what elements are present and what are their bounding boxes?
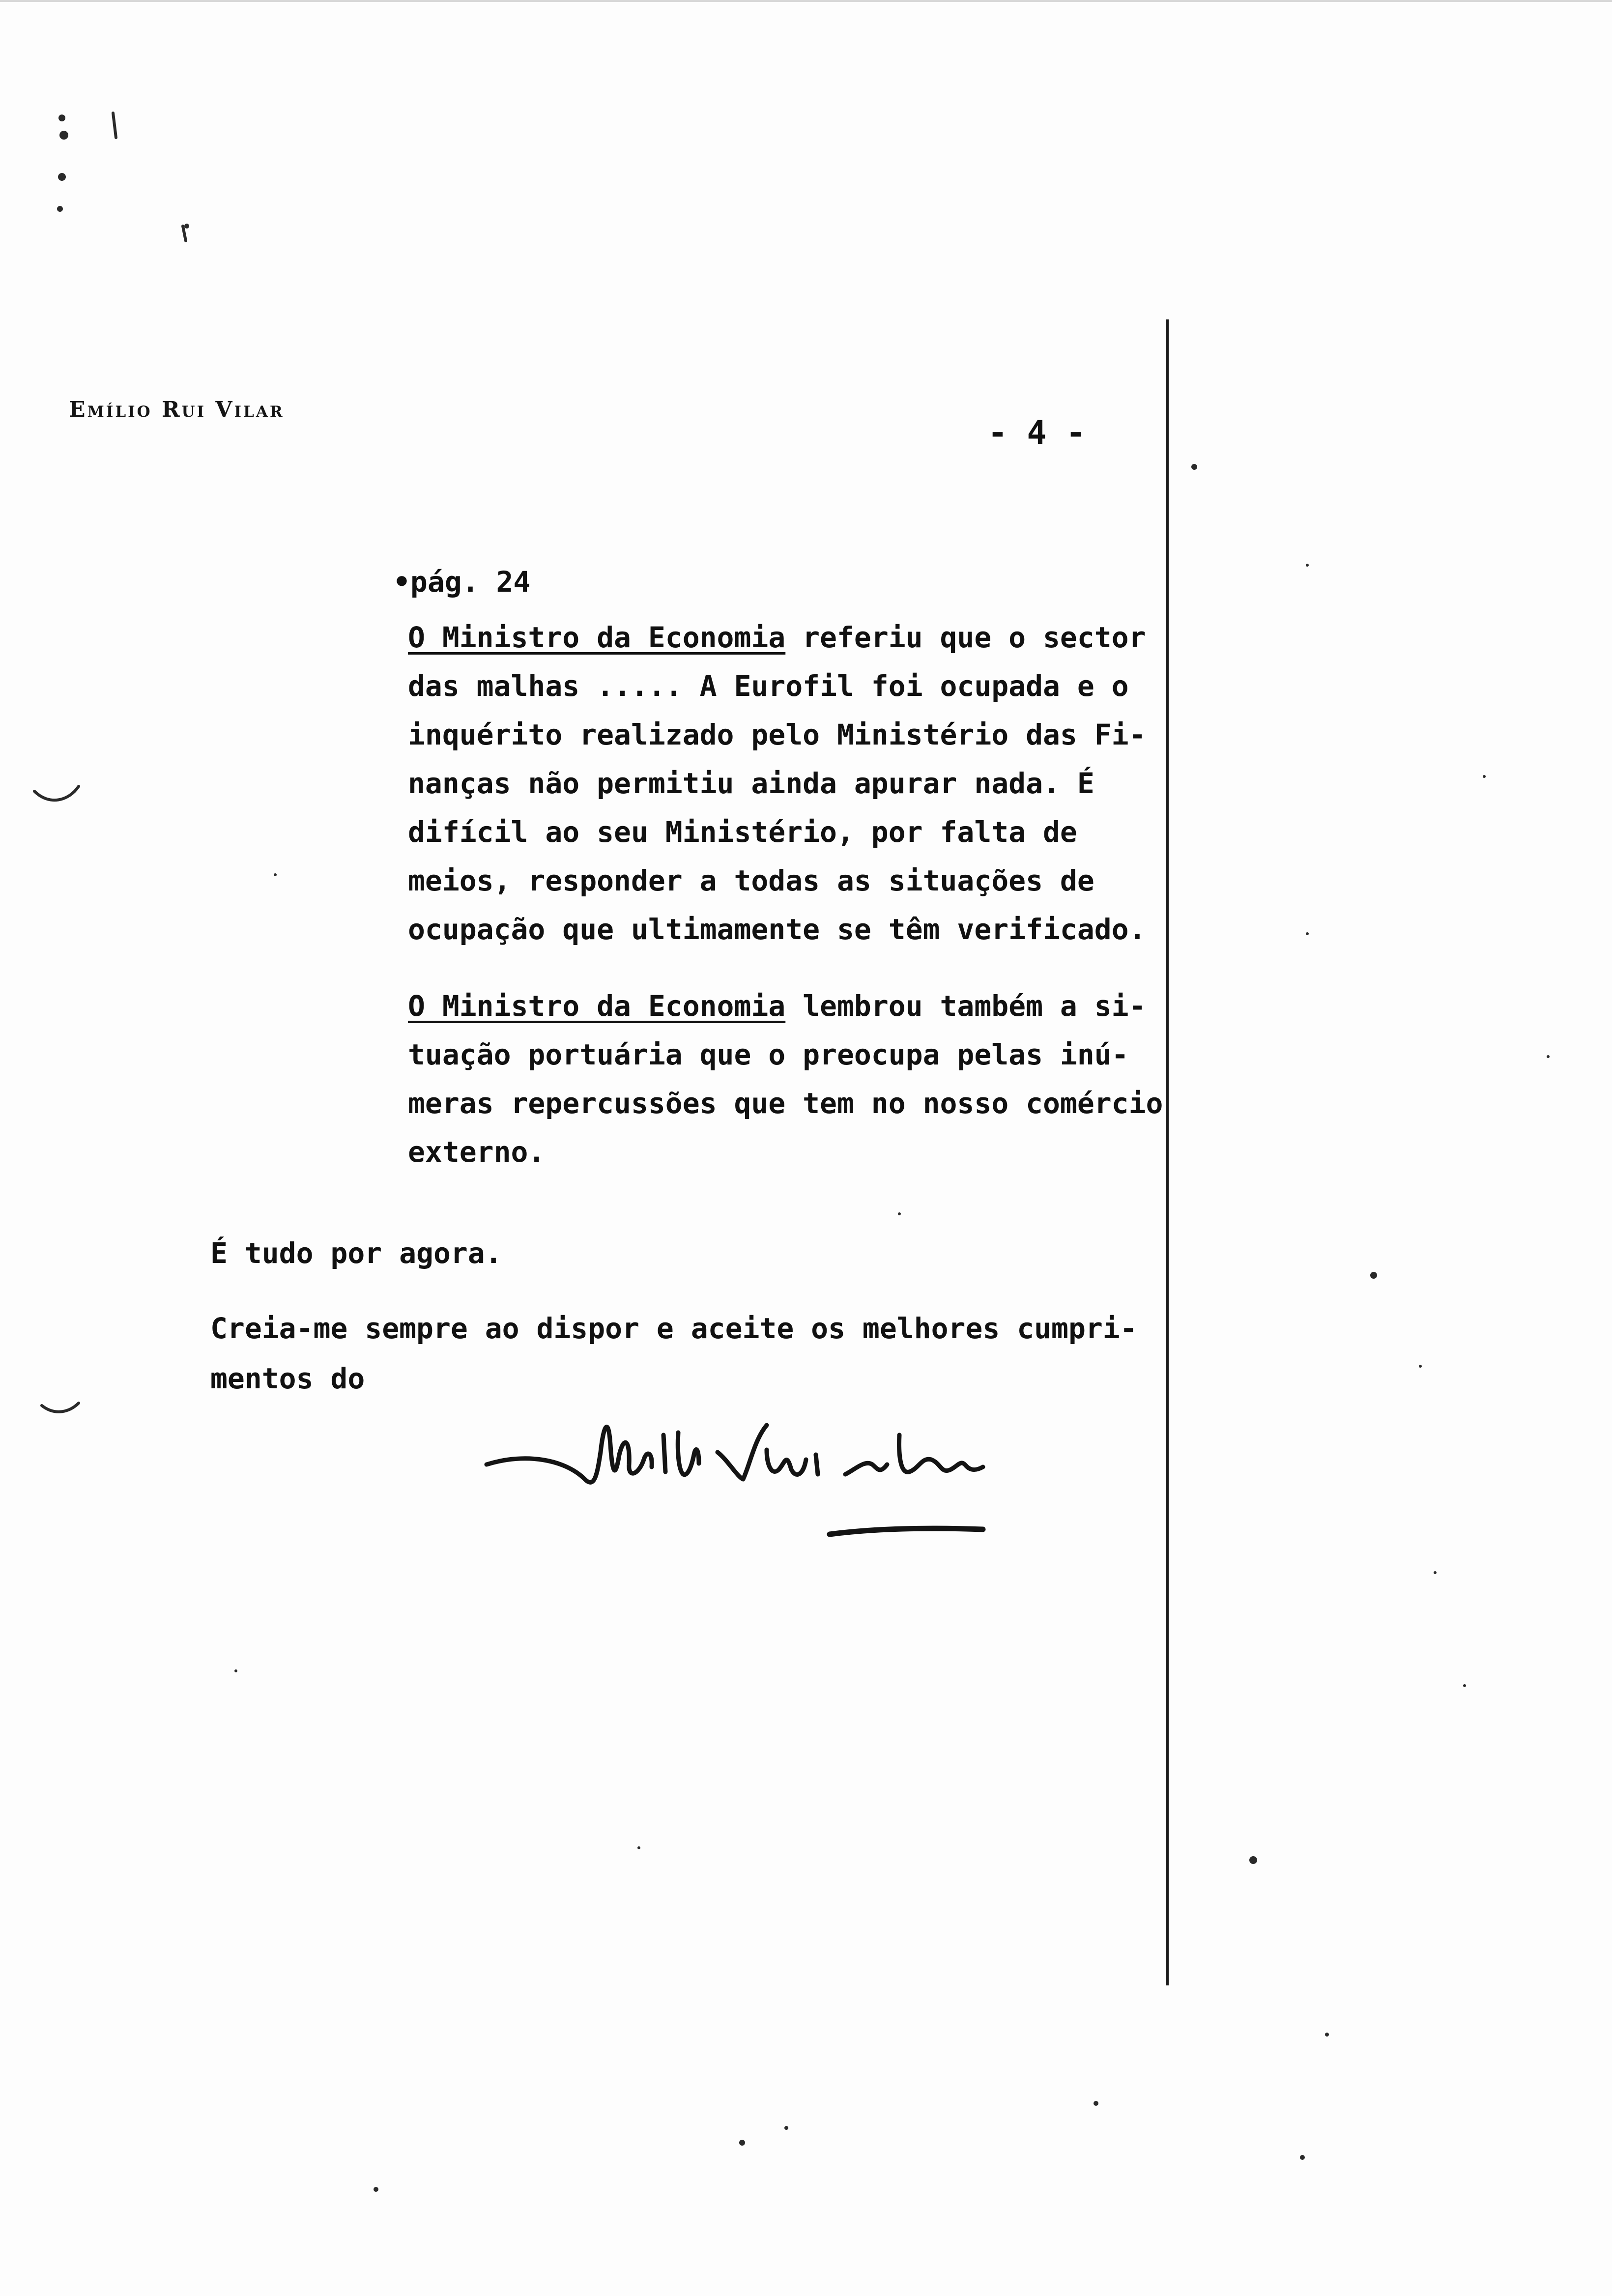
margin-vertical-rule — [1166, 319, 1169, 1985]
line-text: referiu que o sector — [785, 621, 1146, 654]
top-edge-rule — [0, 0, 1612, 2]
paragraph-line: tuação portuária que o preocupa pelas inú- — [408, 1038, 1129, 1071]
closing-line: Creia-me sempre ao dispor e aceite os melhores cumpri- — [210, 1312, 1137, 1345]
closing-line: mentos do — [210, 1362, 365, 1395]
signature-strokes — [487, 1425, 983, 1534]
signature-stroke-lead — [487, 1427, 652, 1482]
page-number: - 4 - — [988, 414, 1086, 452]
paragraph-line: nanças não permitiu ainda apurar nada. É — [408, 767, 1094, 800]
underlined-subject: O Ministro da Economia — [408, 621, 786, 654]
handwritten-signature — [472, 1406, 1037, 1573]
line-text: lembrou também a si- — [785, 989, 1146, 1023]
paragraph-economy-minister-sector — [408, 613, 1155, 954]
paragraph-economy-minister-ports — [408, 982, 1163, 1177]
signature-underline — [830, 1528, 983, 1534]
underlined-subject: O Ministro da Economia — [408, 989, 786, 1023]
paragraph-line — [408, 613, 1155, 662]
paragraph-line: difícil ao seu Ministério, por falta de — [408, 815, 1077, 849]
signature-stroke-rui — [718, 1425, 818, 1479]
closing-paragraph — [210, 1303, 1137, 1404]
paragraph-line: inquérito realizado pelo Ministério das Fi- — [408, 718, 1146, 751]
paragraph-line: externo. — [408, 1135, 546, 1169]
paragraph-line — [408, 982, 1155, 1031]
paragraph-line: das malhas ..... A Eurofil foi ocupada e o — [408, 669, 1129, 703]
signature-stroke-vilar — [845, 1435, 983, 1474]
paragraph-line: ocupação que ultimamente se têm verificado. — [408, 913, 1146, 946]
paragraph-line: meios, responder a todas as situações de — [408, 864, 1094, 897]
paragraph-line: meras repercussões que tem no nosso comércio — [408, 1087, 1163, 1120]
signature-stroke-emilio — [663, 1433, 699, 1475]
letterhead: Emílio Rui Vilar — [69, 397, 285, 422]
margin-hole-marks — [34, 113, 186, 1412]
closing-line: É tudo por agora. — [210, 1236, 502, 1270]
page-reference: •pág. 24 — [393, 565, 531, 599]
